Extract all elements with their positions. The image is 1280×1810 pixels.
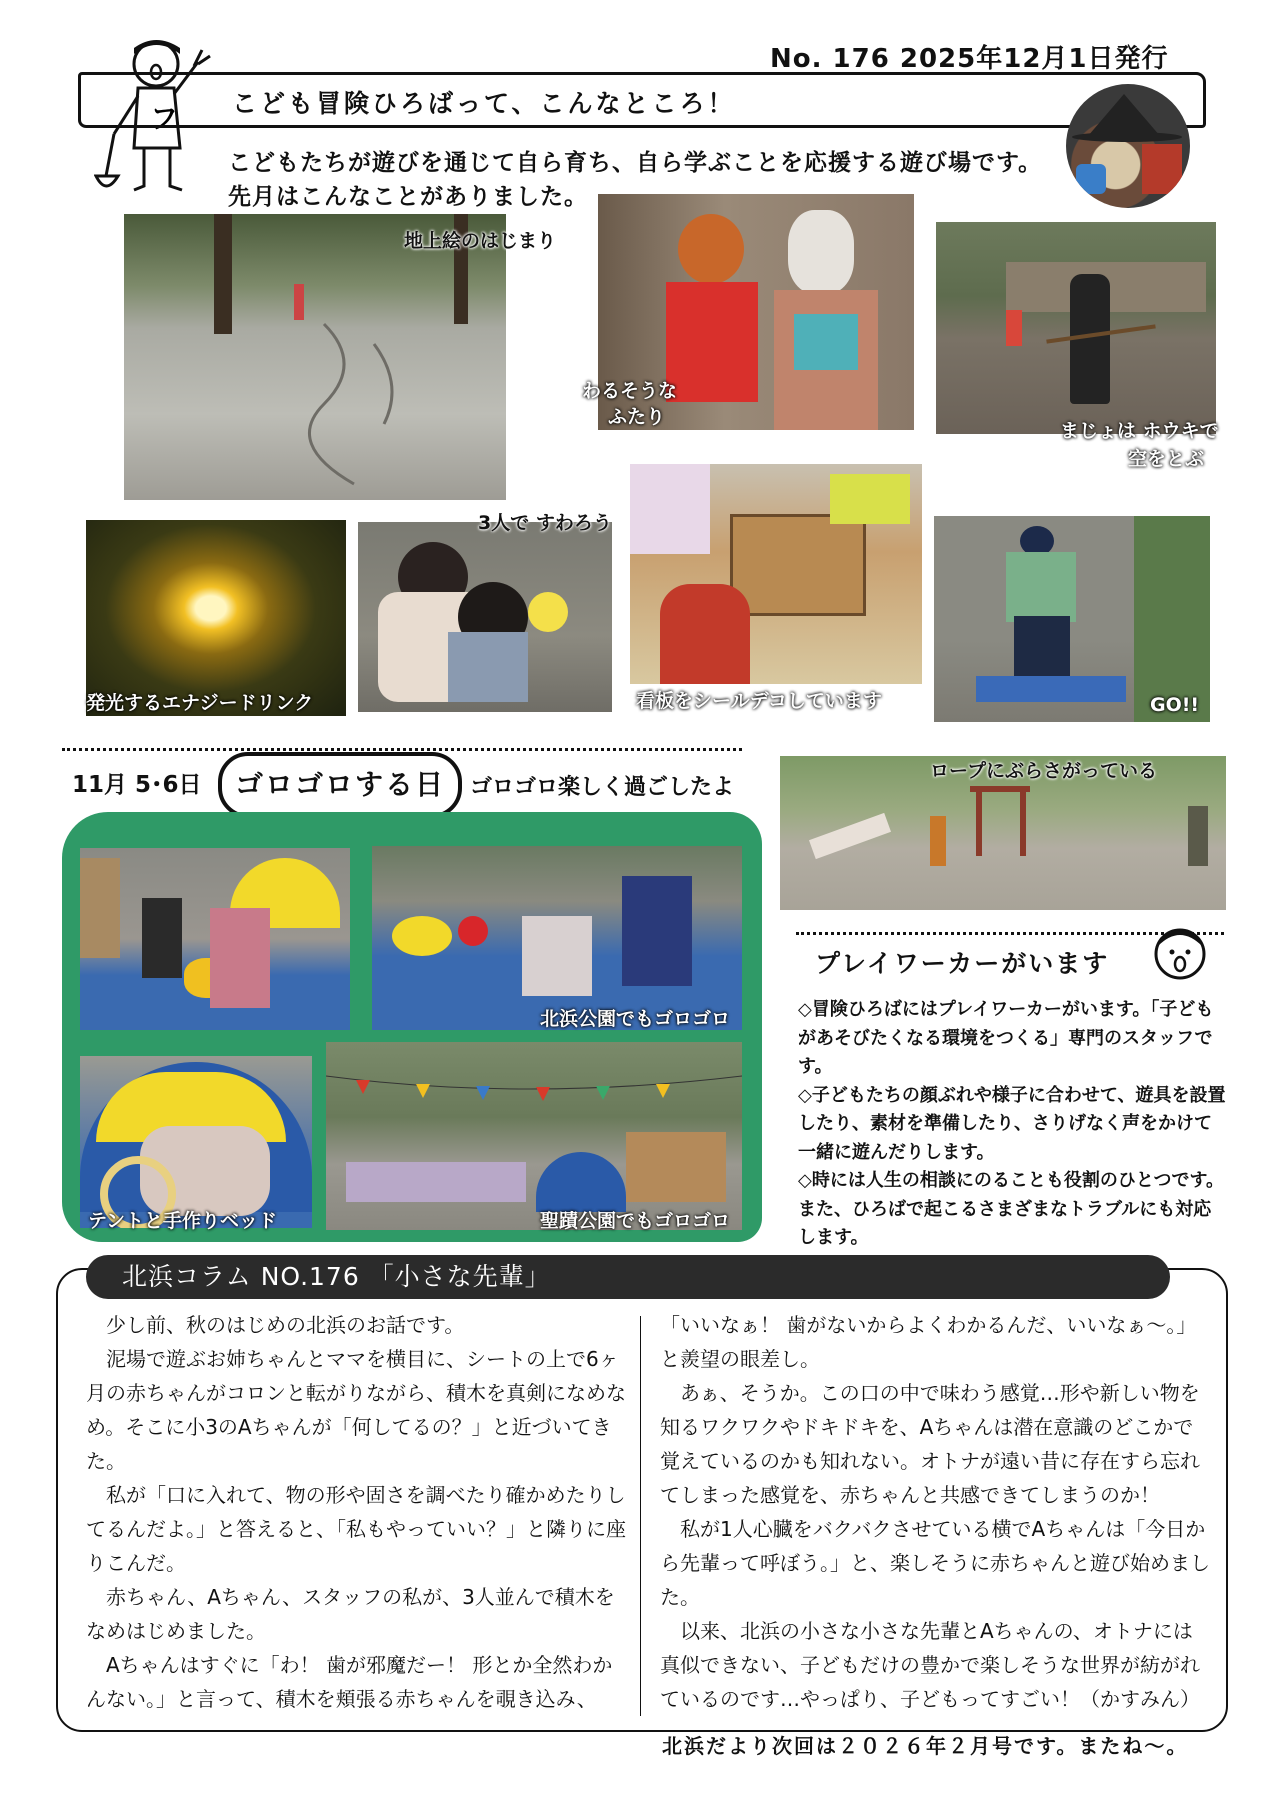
column-right-text <box>660 1308 1210 1716</box>
issue-date: No. 176 2025年12月1日発行 <box>770 44 1169 74</box>
column-paragraph: 私が「口に入れて、物の形や固さを調べたり確かめたりしてるんだよ。」と答えると、「私もやっていい？」と隣りに座りこんだ。 <box>86 1483 626 1575</box>
column-divider <box>640 1316 641 1716</box>
caption-witch-1: まじょは ホウキで <box>1060 420 1219 442</box>
gorogoro-tent-bed-photo <box>80 1056 312 1228</box>
glowing-drink-photo <box>86 520 346 716</box>
caption-glowing-drink: 発光するエナジードリンク <box>86 692 314 714</box>
caption-seiseki-park: 聖蹟公園でもゴロゴロ <box>540 1210 731 1232</box>
signboard-decoration-photo <box>630 464 922 684</box>
caption-ground-drawing: 地上絵のはじまり <box>404 230 557 252</box>
column-paragraph: 私が1人心臓をバクバクさせている横でAちゃんは「今日から先輩って呼ぼう。」と、楽しそうに赤ちゃんと遊び始めました。 <box>660 1517 1210 1609</box>
gorogoro-seiseki-photo <box>326 1042 742 1230</box>
caption-signboard: 看板をシールデコしています <box>636 690 882 712</box>
column-left-text <box>86 1308 626 1716</box>
gorogoro-subtitle: ゴロゴロ楽しく過ごしたよ <box>470 775 735 800</box>
playworker-paragraph: ◇子どもたちの顔ぶれや様子に合わせて、遊具を設置したり、素材を準備したり、さりげなく声をかけて一緒に遊んだりします。 <box>798 1084 1226 1163</box>
playworker-body <box>798 996 1228 1253</box>
caption-three-sitting: 3人で すわろう <box>478 512 612 534</box>
gorogoro-title-bubble <box>218 752 462 818</box>
caption-masked-kids-2: ふたり <box>608 406 666 428</box>
ground-drawing-photo <box>124 214 506 500</box>
intro-text-line2: 先月はこんなことがありました。 <box>228 184 588 210</box>
playworker-paragraph: ◇冒険ひろばにはプレイワーカーがいます。「子どもがあそびたくなる環境をつくる」専門のスタッフです。 <box>798 999 1214 1077</box>
column-paragraph: あぁ、そうか。この口の中で味わう感覚…形や新しい物を知るワクワクやドキドキを、Aちゃんは潜在意識のどこかで覚えているのかも知れない。オトナが遠い昔に存在すら忘れてしまった感覚を、赤ちゃんと共感できてしまうのか！ <box>660 1381 1200 1507</box>
column-paragraph: 赤ちゃん、Aちゃん、スタッフの私が、3人並んで積木をなめはじめました。 <box>86 1585 615 1643</box>
caption-masked-kids-1: わるそうな <box>582 380 678 402</box>
gorogoro-date: 11月 5･6日 <box>72 772 202 798</box>
playworker-title: プレイワーカーがいます <box>815 949 1110 978</box>
three-sitting-photo <box>358 522 612 712</box>
witch-broom-photo <box>936 222 1216 434</box>
caption-rope: ロープにぶらさがっている <box>930 760 1158 782</box>
cart-ride-photo <box>934 516 1210 722</box>
column-paragraph: 少し前、秋のはじめの北浜のお話です。 <box>86 1313 465 1337</box>
footer-next-issue: 北浜だより次回は２０２６年２月号です。またね～。 <box>662 1734 1189 1758</box>
dotted-divider-left <box>62 748 742 751</box>
gorogoro-tent-1-photo <box>80 848 350 1030</box>
banner-title: こども冒険ひろばって、こんなところ！ <box>232 89 736 118</box>
intro-text-line1: こどもたちが遊びを通じて自ら育ち、自ら学ぶことを応援する遊び場です。 <box>228 150 1043 176</box>
column-heading-bar <box>86 1255 1170 1299</box>
caption-go: GO!! <box>1150 694 1200 716</box>
playworker-face-icon <box>1150 922 1210 982</box>
caption-witch-2: 空をとぶ <box>1128 448 1205 470</box>
svg-text:フ: フ <box>150 102 179 135</box>
gorogoro-kitahama-photo <box>372 846 742 1030</box>
column-heading: 北浜コラム NO.176 「小さな先輩」 <box>122 1262 551 1291</box>
gorogoro-title: ゴロゴロする日 <box>234 768 445 801</box>
caption-kitahama-park: 北浜公園でもゴロゴロ <box>540 1008 731 1030</box>
playworker-paragraph: ◇時には人生の相談にのることも役割のひとつです。また、ひろばで起こるさまざまなトラブルにも対応します。 <box>798 1170 1225 1248</box>
witch-child-photo <box>1066 84 1190 208</box>
column-paragraph: 以来、北浜の小さな小さな先輩とAちゃんの、オトナには真似できない、子どもだけの豊かで楽しそうな世界が紡がれているのです…やっぱり、子どもってすごい！（かすみん） <box>660 1619 1200 1711</box>
column-paragraph: 「いいなぁ！ 歯がないからよくわかるんだ、いいなぁ～。」と羨望の眼差し。 <box>660 1313 1197 1371</box>
column-paragraph: 泥場で遊ぶお姉ちゃんとママを横目に、シートの上で6ヶ月の赤ちゃんがコロンと転がりながら、積木を真剣になめなめ。そこに小3のAちゃんが「何してるの？」と近づいてきた。 <box>86 1347 626 1473</box>
column-paragraph: Aちゃんはすぐに「わ！ 歯が邪魔だー！ 形とか全然わかんない。」と言って、積木を頬張る赤ちゃんを覗き込み、 <box>86 1653 613 1711</box>
caption-tent-bed: テントと手作りベッド <box>88 1210 278 1232</box>
